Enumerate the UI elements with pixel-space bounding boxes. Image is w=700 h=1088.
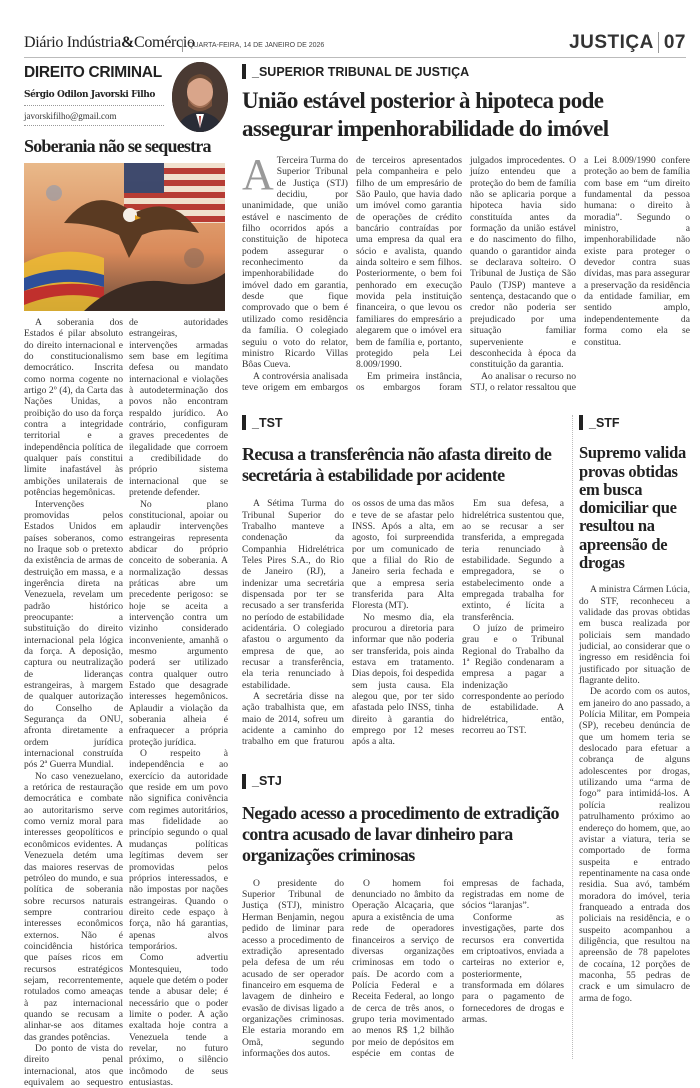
column-title: DIREITO CRIMINAL — [24, 64, 162, 81]
section-name: JUSTIÇA — [569, 32, 654, 53]
drop-cap: A — [242, 150, 274, 199]
stf-column — [572, 415, 690, 1059]
tag-bar — [242, 64, 246, 79]
tag-bar — [242, 415, 246, 430]
lower-left-articles — [242, 415, 564, 1059]
paragraph: De acordo com os autos, em janeiro do ano passado, a Polícia Militar, em Pompeia (SP), recebeu denúncia de que um homem teria se deslocado para efetuar a cobrança de alguns adolescentes por drogas, utilizando uma “arma de fogo” para intimidá-los. A polícia realizou patrulhamento próximo ao endereço do homem, que, ao avistar a viatura, teria se comportado de forma suspeita e entrado repentinamente na casa onde residia. Sua avó, também moradora do imóvel, teria franqueado a entrada dos policiais na residência, e o suspeito acompanhou a diligência, que resultou na apreensão de 78 papelotes de cocaína, 12 porções de maconha, 55 pedras de crack e um simulacro de arma de fogo. — [579, 686, 690, 1004]
paragraph: Ao analisar o recurso no STJ, o relator ressaltou que a Lei 8.009/1990 confere proteção ao bem de família com base em “um direito fundamental da pessoa humana: o direito à moradia”. Segundo o ministro, a impenhorabilidade não existe para proteger o devedor contra suas dívidas, mas para assegurar a preservação da residência da entidade familiar, em sentido amplo, independentemente da forma como ela se constitua. — [470, 155, 690, 393]
paragraph: O respeito à independência e ao exercício da autoridade que reside em um povo não significa conivência com regimes autoritários, mas fidelidade ao princípio segundo o qual mudanças políticas legítimas devem ser promovidas pelos próprios interessados, e não impostas por nações estrangeiras. Quando o direito cede espaço à força, não há garantias, apenas alvos temporários. — [129, 748, 228, 952]
paragraph: O presidente do Superior Tribunal de Justiça (STJ), ministro Herman Benjamin, negou pedido de liminar para acesso a procedimento de extradição apresentado pela defesa de um réu acusado de ser operador financeiro em esquema de lavagem de dinheiro e evasão de divisas ligado a organizações criminosas. Ele estaria morando em Omã, segundo informações dos autos. — [242, 877, 344, 1059]
paragraph: O juízo de primeiro grau e o Tribunal Regional do Trabalho da 1ª Região condenaram a empresa a pagar a indenização correspondente ao período de estabilidade. A hidrelétrica, então, recorreu ao TST. — [462, 623, 564, 737]
tag-label: _STF — [589, 415, 620, 430]
author-email[interactable]: javorskifilho@gmail.com — [24, 111, 164, 126]
paragraph: Do ponto de vista do direito penal internacional, atos que equivalem ao sequestro de autoridades estrangeiras, intervenções armadas sem base em legítima defesa ou mandato internacional e violações à autodeterminação dos povos não encontram respaldo jurídico. Ao contrário, configuram graves precedentes de ilegalidade que corroem a credibilidade do próprio sistema internacional que se pretende defender. — [24, 317, 228, 1088]
headline-stj-2: Negado acesso a procedimento de extradição contra acusado de lavar dinheiro para organizações criminosas — [242, 802, 559, 865]
paragraph: No plano constitucional, apoiar ou aplaudir intervenções estrangeiras representa abdicar do próprio conceito de soberania. A normalização dessas práticas abre um precedente perigoso: se hoje se aceita a intervenção contra um vizinho considerado inconveniente, amanhã o mesmo argumento poderá ser utilizado contra qualquer outro Estado que desagrade interesses hegemônicos. Aplaudir a violação da soberania alheia é enfraquecer a própria proteção jurídica. — [129, 498, 228, 748]
masthead-ampersand: & — [120, 34, 134, 51]
author-photo — [172, 62, 228, 132]
opinion-column — [24, 62, 228, 1088]
headline-stj: União estável posterior à hipoteca pode assegurar impenhorabilidade do imóvel — [242, 88, 609, 141]
paragraph — [242, 150, 348, 371]
opinion-header — [24, 62, 228, 132]
paragraph-text: Terceira Turma do Superior Tribunal de Justiça (STJ) decidiu, por unanimidade, que união estável e nascimento de filho ocorridos após a constituição de hipoteca podem assegurar o reconhecimento da impenhorabilidade do imóvel dado em garantia, desde que fique comprovado que o bem é utilizado como residência da família. O colegiado seguiu o voto do relator, ministro Ricardo Villas Bôas Cueva. — [242, 155, 348, 371]
paragraph: Intervenções promovidas pelos Estados Unidos em países soberanos, como no Iraque sob o pretexto da existência de armas de destruição em massa, e a ingerência direta na Venezuela, revelam um padrão histórico preocupante: a substituição do direito internacional pela lógica da força. A deposição, captura ou neutralização de lideranças estrangeiras, à margem de qualquer autorização do Conselho de Segurança da ONU, afronta diretamente a ordem jurídica internacional construída pós 2ª Guerra Mundial. — [24, 498, 123, 771]
section-header — [569, 32, 686, 54]
paragraph: Conforme as investigações, parte dos recursos era convertida em criptoativos, enviada a carteiras no exterior e, posteriormente, transformada em dólares para o pagamento de fornecedores de drogas e armas. — [462, 911, 564, 1025]
section-tag-tst — [242, 415, 564, 430]
tag-label: _TST — [252, 415, 283, 430]
opinion-title: Soberania não se sequestra — [24, 136, 211, 156]
paragraph: Em primeira instância, os embargos foram julgados improcedentes. O juízo entendeu que a proteção do bem de família não se aplicaria porque a hipoteca havia sido constituída antes da formação da união estável e do nascimento do filho, quando o garantidor ainda se declarava solteiro. O Tribunal de Justiça de São Paulo (TJSP) manteve a sentença, destacando que o credor não poderia ser prejudicado por uma situação familiar superveniente e desconhecida à época da constituição da garantia. — [356, 155, 576, 393]
paragraph: A soberania dos Estados é pilar absoluto do direito internacional e do constitucionalismo democrático. Inscrita como norma cogente no artigo 2º (4), da Carta das Nações Unidas, a proibição do uso da força contra a integridade territorial e a independência política de qualquer país constitui limite inafastável às ambições unilaterais de potências hegemônicas. — [24, 317, 123, 499]
stj-article-body — [242, 150, 690, 393]
paragraph: O homem foi denunciado no âmbito da Operação Alcaçaria, que apura a existência de uma rede de operadores financeiros a serviço de diversas organizações criminosas em todo o país. De acordo com a Polícia Federal e a Receita Federal, ao longo de cerca de três anos, o grupo teria movimentado ao menos R$ 1,2 bilhão por meio de depósitos em espécie em contas de empresas de fachada, registradas em nome de sócios “laranjas”. — [352, 877, 564, 1059]
page-number: 07 — [658, 32, 686, 53]
paragraph: A ministra Cármen Lúcia, do STF, reconheceu a validade das provas obtidas em busca realizada por policiais sem mandado judicial, ao considerar que o ingresso em residência foi justificado por situação de flagrante delito. — [579, 584, 690, 687]
section-tag-stj-2 — [242, 774, 564, 789]
paragraph: A Sétima Turma do Tribunal Superior do Trabalho manteve a condenação da Companhia Hidrelétrica Teles Pires S.A., do Rio de Janeiro (RJ), a indenizar uma secretária dispensada por ter se recusado a ser transferida no período de estabilidade acidentária. O colegiado afastou o argumento da empresa de que, ao recusar a transferência, ela teria renunciado à estabilidade. — [242, 498, 344, 691]
headline-stf: Supremo valida provas obtidas em busca domiciliar que resultou na apreensão de drogas — [579, 443, 686, 572]
paragraph: No mesmo dia, ela procurou a diretoria para informar que não poderia ser transferida, pois ainda estava em tratamento. Dias depois, foi despedida sem justa causa. Ela alegou que, por ter sido afastada pelo INSS, tinha direito à garantia do emprego por 12 meses após a alta. — [352, 611, 454, 748]
paragraph: No caso venezuelano, a retórica de restauração democrática e combate ao autoritarismo serve como verniz moral para interesses geopolíticos e econômicos evidentes. A Venezuela detém uma das maiores reservas de petróleo do mundo, e sua política de soberania sobre recursos naturais sempre contrariou interesses econômicos externos. Não é coincidência histórica que países ricos em recursos estratégicos sejam, recorrentemente, rotulados como ameaças à paz internacional quando se recusam a alinhar-se aos ditames das grandes potências. — [24, 770, 123, 1043]
stf-article-body — [579, 584, 690, 1004]
masthead-name-2: Comércio — [133, 34, 195, 51]
paragraph: Em sua defesa, a hidrelétrica sustentou que, ao se recusar a ser transferida, a empregada teria renunciado à estabilidade. Segundo a empregadora, se o estabelecimento onde a empregada trabalha for extinto, é lícita a transferência. — [462, 498, 564, 623]
edition-date: QUARTA-FEIRA, 14 DE JANEIRO DE 2026 — [182, 40, 324, 52]
opinion-meta — [24, 62, 164, 132]
masthead-name: Diário Indústria — [24, 34, 121, 51]
news-area — [242, 64, 690, 1059]
eagle-flags-illustration — [24, 163, 225, 311]
tag-bar — [579, 415, 583, 430]
newspaper-masthead — [24, 34, 195, 52]
tag-bar — [242, 774, 246, 789]
header-rule — [24, 57, 686, 58]
stj2-article-body — [242, 878, 564, 1060]
section-tag-stj — [242, 64, 690, 79]
tag-label: _SUPERIOR TRIBUNAL DE JUSTIÇA — [252, 64, 470, 79]
headline-tst: Recusa a transferência não afasta direito de secretária à estabilidade por acidente — [242, 444, 552, 486]
section-tag-stf — [579, 415, 690, 430]
paragraph: A secretária disse na ação trabalhista que, em maio de 2014, sofreu um acidente a caminho do trabalho em que fraturou os ossos de uma das mãos e teve de se afastar pelo INSS. Após a alta, em agosto, foi surpreendida por um comunicado de que a filial do Rio de Janeiro seria fechada e que a empresa seria transferida para Alta Floresta (MT). — [242, 498, 454, 748]
stj2-section — [242, 774, 564, 1060]
author-name: Sérgio Odilon Javorski Filho — [24, 90, 164, 106]
tst-article-body — [242, 498, 564, 748]
paragraph: Como advertiu Montesquieu, todo aquele que detém o poder tende a abusar dele; é necessário que o poder limite o poder. A ação exaltada hoje contra a Venezuela tende a revelar, no futuro próximo, o silêncio incômodo de seus entusiastas. — [129, 952, 228, 1088]
opinion-body — [24, 317, 228, 1088]
lower-section — [242, 415, 690, 1059]
tag-label: _STJ — [252, 774, 282, 789]
paragraph: A controvérsia analisada teve origem em embargos de terceiros apresentados pela companheira e pelo filho de um empresário de São Paulo, que havia dado um imóvel como garantia de operações de crédito bancário contraídas por uma empresa da qual era sócio e avalista, quando ainda solteiro e sem filhos. Posteriormente, o bem foi penhorado em execução movida pela instituição financeira, o que levou os familiares do empresário a alegarem que o imóvel era bem de família e, portanto, protegido pela Lei 8.009/1990. — [242, 155, 462, 393]
